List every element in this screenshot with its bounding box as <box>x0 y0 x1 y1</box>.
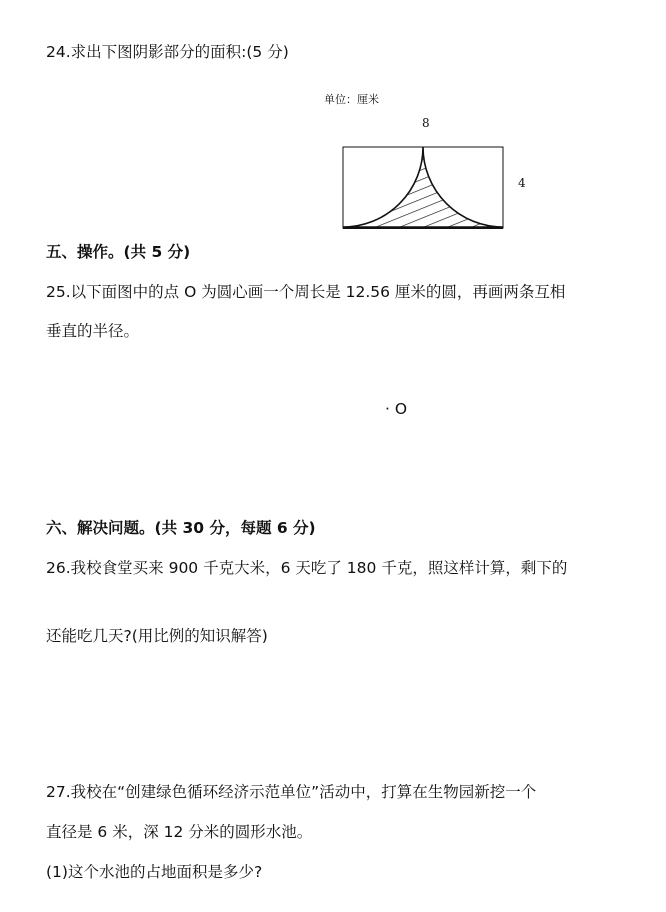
point-o: · O <box>385 400 408 418</box>
width-label: 8 <box>422 116 430 130</box>
height-label: 4 <box>518 176 526 190</box>
question-25-line2: 垂直的半径。 <box>46 322 140 340</box>
question-27-line1: 27.我校在“创建绿色循环经济示范单位”活动中，打算在生物园新挖一个 <box>46 783 537 801</box>
question-25-line1: 25.以下面图中的点 O 为圆心画一个周长是 12.56 厘米的圆，再画两条互相 <box>46 283 566 301</box>
shaded-region <box>343 147 503 227</box>
section-5-heading: 五、操作。(共 5 分) <box>46 243 191 261</box>
question-27-sub1: (1)这个水池的占地面积是多少? <box>46 863 263 881</box>
question-26-line2: 还能吃几天?(用比例的知识解答) <box>46 627 268 645</box>
unit-label: 单位：厘米 <box>324 93 379 106</box>
question-27-line2: 直径是 6 米，深 12 分米的圆形水池。 <box>46 823 313 841</box>
question-26-line1: 26.我校食堂买来 900 千克大米，6 天吃了 180 千克，照这样计算，剩下的 <box>46 559 568 577</box>
section-6-heading: 六、解决问题。(共 30 分，每题 6 分) <box>46 519 316 537</box>
question-24: 24.求出下图阴影部分的面积:(5 分) <box>46 43 289 61</box>
